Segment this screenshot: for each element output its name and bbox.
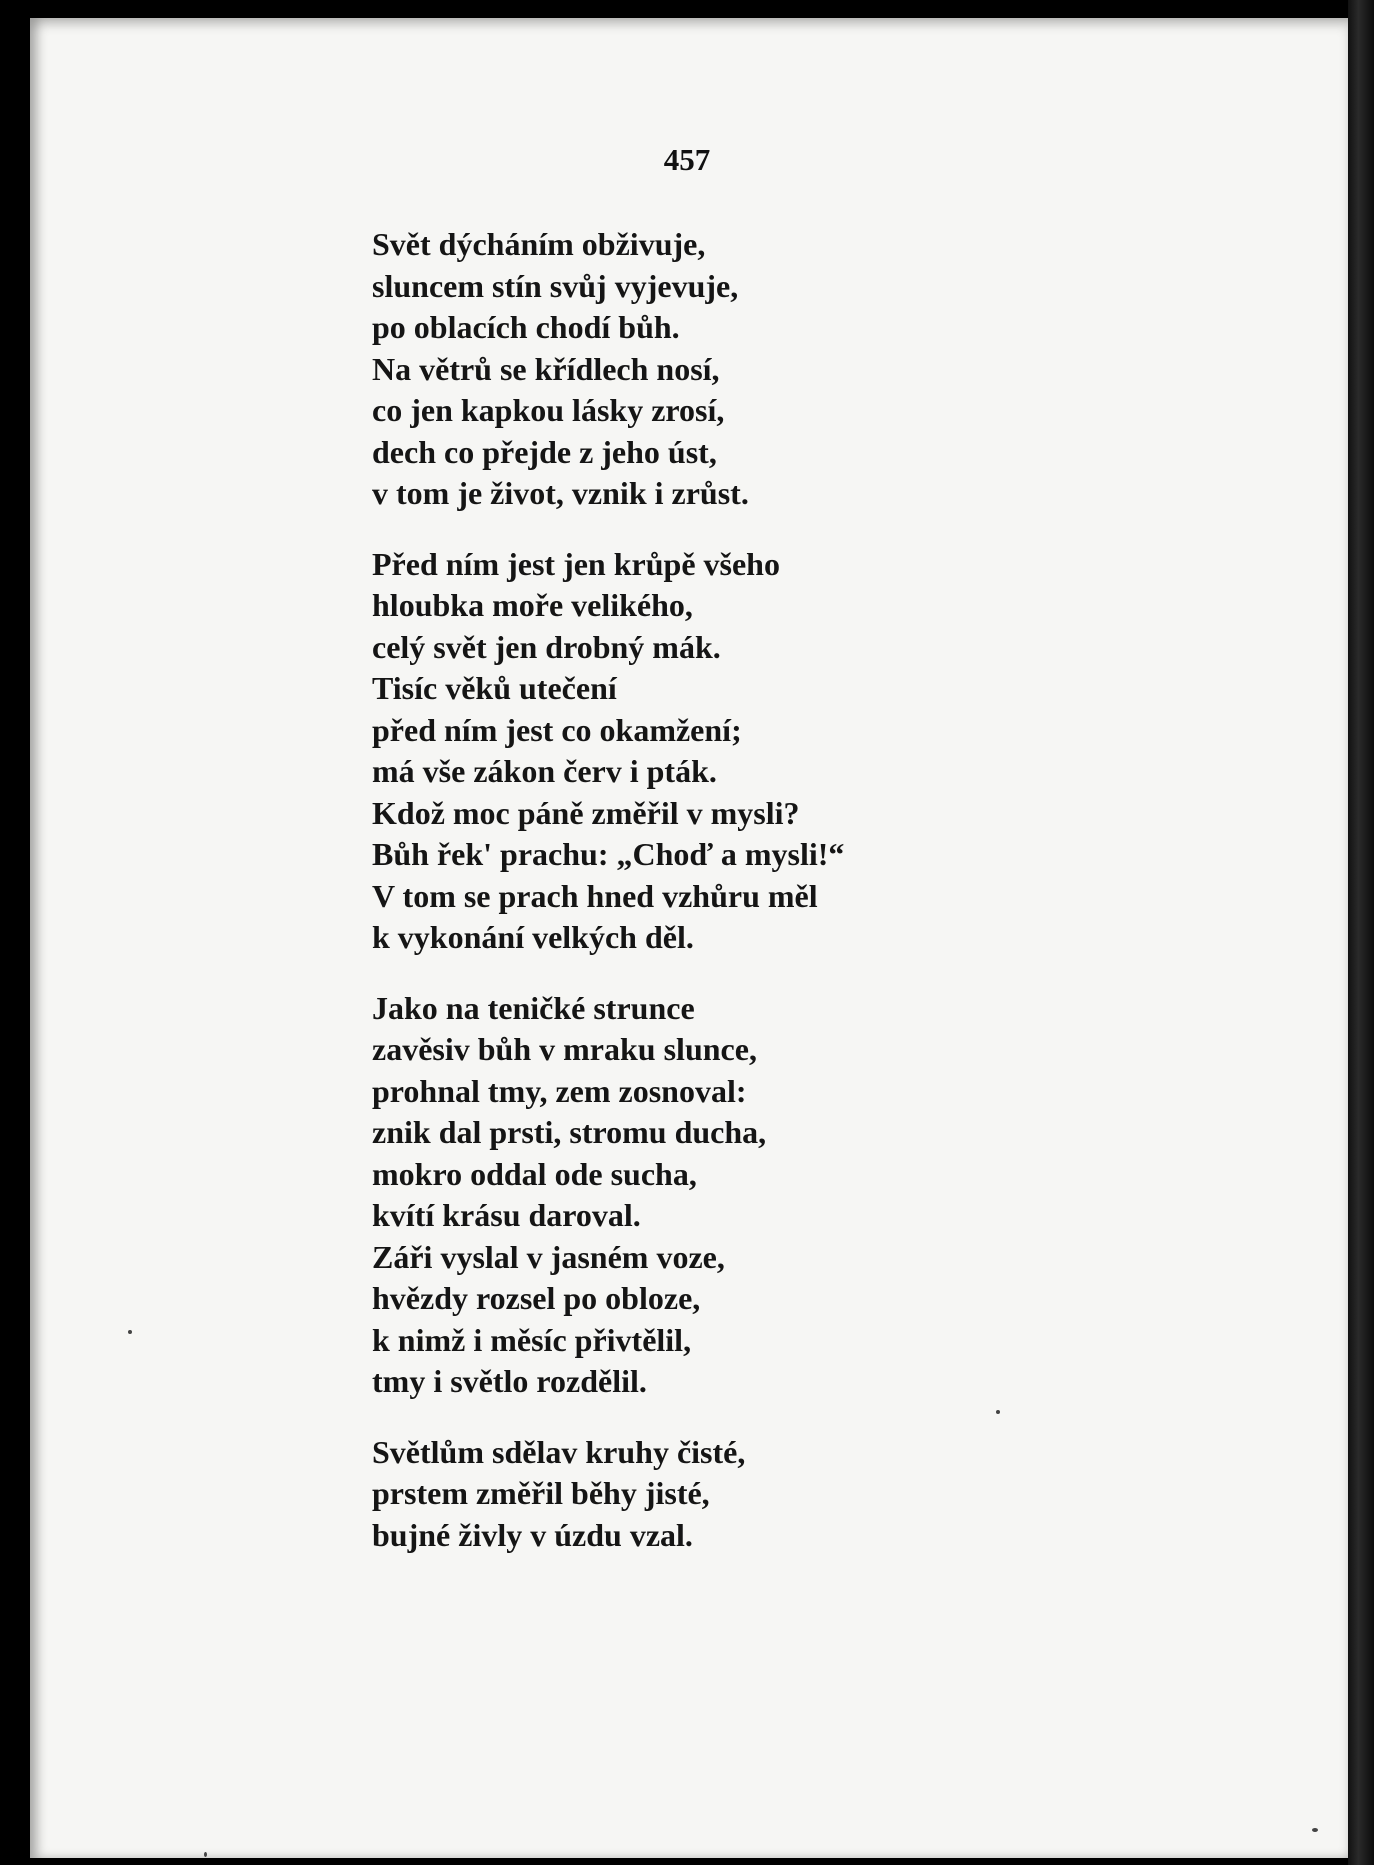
poem-line: Před ním jest jen krůpě všeho	[372, 545, 780, 582]
paper-speck	[204, 1852, 207, 1857]
poem-line: kvítí krásu daroval.	[372, 1197, 641, 1233]
paper-speck	[996, 1410, 1000, 1414]
poem-line: Bůh řek' prachu: „Choď a mysli!“	[372, 836, 845, 872]
poem-line: Světlům sdělav kruhy čisté,	[372, 1433, 746, 1470]
poem-line: dech co přejde z jeho úst,	[372, 433, 717, 470]
poem-line: Svět dýcháním obživuje,	[372, 226, 706, 262]
poem-line: hloubka moře velikého,	[372, 587, 693, 623]
paper-speck	[128, 1330, 132, 1334]
poem-line: celý svět jen drobný mák.	[372, 628, 721, 665]
stanza-4	[372, 1432, 1012, 1557]
page-number: 457	[663, 142, 711, 177]
poem-line: prstem změřil běhy jisté,	[372, 1475, 710, 1511]
poem-line: mokro oddal ode sucha,	[372, 1155, 697, 1192]
poem-line: co jen kapkou lásky zrosí,	[372, 392, 725, 428]
poem-line: tmy i světlo rozdělil.	[372, 1363, 647, 1399]
poem-line: po oblacích chodí bůh.	[372, 309, 680, 345]
poem-line: k nimž i měsíc přivtělil,	[372, 1321, 692, 1358]
poem-line: Na větrů se křídlech nosí,	[372, 350, 720, 387]
poem-line: znik dal prsti, stromu ducha,	[372, 1114, 767, 1150]
poem-line: má vše zákon červ i pták.	[372, 753, 717, 789]
poem-line: Záři vyslal v jasném voze,	[372, 1238, 725, 1275]
poem-line: sluncem stín svůj vyjevuje,	[372, 267, 739, 304]
poem-line: Kdož moc páně změřil v mysli?	[372, 794, 800, 831]
poem-line: před ním jest co okamžení;	[372, 711, 742, 748]
poem-line: k vykonání velkých děl.	[372, 919, 694, 955]
paper-speck	[1312, 1828, 1318, 1832]
poem-line: Tisíc věků utečení	[372, 670, 617, 706]
poem-line: Jako na teničké strunce	[372, 989, 695, 1026]
poem	[372, 224, 1012, 1585]
poem-line: V tom se prach hned vzhůru měl	[372, 877, 818, 914]
stanza-2	[372, 544, 1012, 959]
poem-line: zavěsiv bůh v mraku slunce,	[372, 1031, 757, 1067]
poem-line: v tom je život, vznik i zrůst.	[372, 475, 749, 511]
stanza-3	[372, 988, 1012, 1403]
poem-line: prohnal tmy, zem zosnoval:	[372, 1072, 747, 1109]
scan-left-border	[0, 0, 30, 1865]
scan-right-border	[1348, 0, 1374, 1865]
poem-line: bujné živly v úzdu vzal.	[372, 1516, 693, 1553]
stanza-1	[372, 224, 1012, 515]
poem-line: hvězdy rozsel po obloze,	[372, 1280, 701, 1316]
